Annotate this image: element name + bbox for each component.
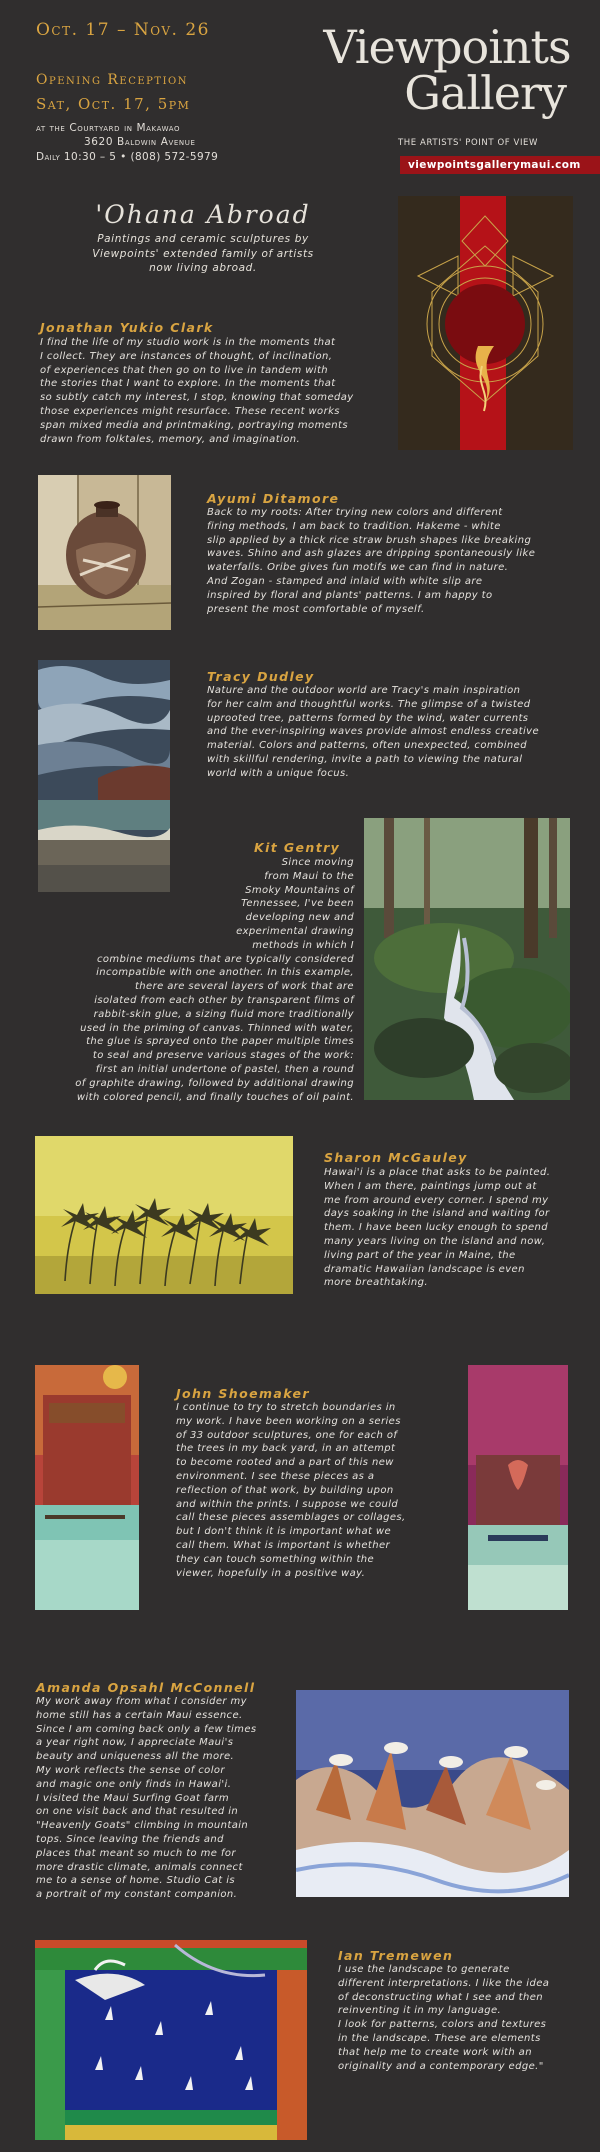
statement-line: world with a unique focus. — [207, 767, 350, 779]
artist-name: John Shoemaker — [176, 1386, 310, 1401]
statement-line: more breathtaking. — [324, 1277, 428, 1289]
opening-reception-label: Opening Reception — [36, 72, 188, 88]
statement-line: Tennessee, I've been — [241, 898, 354, 910]
statement-line: me from around every corner. I spend my — [324, 1194, 549, 1206]
statement-line: incompatible with one another. In this example, — [96, 967, 354, 979]
statement-line: the glue is sprayed onto the paper multiple times — [86, 1036, 354, 1048]
statement-line: there are several layers of work that are — [134, 981, 354, 993]
hours-phone: Daily 10:30 – 5 • (808) 572-5979 — [36, 151, 219, 163]
statement-line: When I am there, paintings jump out at — [324, 1180, 537, 1192]
statement-line: and the ever-inspiring waves provide almost endless creative — [207, 726, 540, 738]
statement-line: my work. I have been working on a series — [176, 1415, 401, 1427]
statement-line: drawn from folktales, memory, and imagination. — [40, 433, 301, 445]
artist-name: Jonathan Yukio Clark — [40, 320, 214, 335]
subtitle-line: Paintings and ceramic sculptures by — [97, 233, 309, 245]
statement-line: I find the life of my studio work is in the moments that — [40, 337, 336, 348]
statement-line: Since moving — [281, 857, 354, 868]
statement-line: and magic one only finds in Hawai'i. — [36, 1778, 232, 1790]
statement-line: Hawai'i is a place that asks to be painted. — [324, 1167, 551, 1178]
statement-line: Nature and the outdoor world are Tracy's main inspiration — [207, 685, 521, 696]
statement-line: to seal and preserve various stages of the work: — [92, 1050, 354, 1062]
statement-line: I look for patterns, colors and textures — [338, 2019, 547, 2031]
statement-line: I continue to try to stretch boundaries in — [176, 1402, 396, 1413]
statement-line: the stories that I want to explore. In the moments that — [40, 378, 336, 390]
address: 3620 Baldwin Avenue — [84, 136, 196, 148]
statement-line: originality and a contemporary edge." — [338, 2060, 544, 2072]
statement-line: My work away from what I consider my — [36, 1696, 247, 1707]
statement-line: living part of the year in Maine, the — [324, 1249, 516, 1261]
statement-line: with colored pencil, and finally touches of oil paint. — [76, 1091, 354, 1103]
statement-line: environment. I see these pieces as a — [176, 1470, 375, 1482]
statement-line: different interpretations. I like the idea — [338, 1977, 550, 1989]
artist-statement — [338, 1963, 598, 2073]
artist-name: Amanda Opsahl McConnell — [36, 1680, 256, 1695]
statement-line: places that meant so much to me for — [36, 1847, 236, 1859]
exhibit-title: 'Ohana Abroad — [95, 200, 311, 229]
statement-line: more drastic climate, animals connect — [36, 1861, 243, 1873]
statement-line: rabbit-skin glue, a sizing fluid more traditionally — [93, 1008, 354, 1020]
gallery-logo — [322, 20, 572, 120]
artwork-gentry — [364, 818, 570, 1100]
statement-line: me to a sense of home. Studio Cat is — [36, 1875, 235, 1887]
statement-line: combine mediums that are typically considered — [97, 953, 354, 965]
statement-line: experimental drawing — [236, 925, 354, 937]
exhibit-subtitle — [48, 232, 358, 276]
artist-name: Kit Gentry — [254, 840, 341, 855]
statement-line: but I don't think it is important what we — [176, 1526, 392, 1538]
statement-line: first an initial undertone of pastel, then a round — [95, 1063, 354, 1075]
statement-line: waves. Shino and ash glazes are dripping spontaneously like — [207, 548, 536, 560]
statement-line: many years living on the island and now, — [324, 1235, 546, 1247]
statement-line: tops. Since leaving the friends and — [36, 1833, 224, 1845]
statement-line: in the landscape. These are elements — [338, 2032, 541, 2044]
venue: at the Courtyard in Makawao — [36, 122, 181, 134]
statement-line: days soaking in the island and waiting for — [324, 1208, 550, 1220]
statement-line: with skillful rendering, invite a path to viewing the natural — [207, 753, 523, 765]
statement-line: the trees in my back yard, in an attempt — [176, 1443, 396, 1455]
artist-statement — [40, 336, 390, 446]
statement-line: of 33 outdoor sculptures, one for each of — [176, 1429, 398, 1441]
statement-line: Back to my roots: After trying new colors and different — [207, 507, 503, 518]
artist-name: Sharon McGauley — [324, 1150, 468, 1165]
artwork-mcgauley — [35, 1136, 293, 1294]
statement-line: present the most comfortable of myself. — [207, 603, 425, 615]
statement-line: those experiences might resurface. These recent works — [40, 405, 340, 417]
statement-line: a portrait of my constant companion. — [36, 1889, 238, 1901]
artwork-mcconnell — [296, 1690, 569, 1897]
artwork-tremewen — [35, 1940, 307, 2140]
statement-line: material. Colors and patterns, often unexpected, combined — [207, 740, 527, 752]
statement-line: of experiences that then go on to live in tandem with — [40, 364, 329, 376]
statement-line: I collect. They are instances of thought, of inclination, — [40, 350, 333, 362]
statement-line: methods in which I — [252, 939, 354, 951]
artist-statement — [30, 856, 354, 1104]
statement-line: My work reflects the sense of color — [36, 1764, 225, 1776]
statement-line: developing new and — [245, 912, 354, 924]
gallery-tagline: THE ARTISTS' POINT OF VIEW — [398, 138, 539, 148]
statement-line: of graphite drawing, followed by additional drawing — [75, 1077, 354, 1089]
reception-date: Sat, Oct. 17, 5pm — [36, 95, 191, 113]
statement-line: reinventing it in my language. — [338, 2005, 502, 2017]
subtitle-line: Viewpoints' extended family of artists — [92, 247, 314, 260]
artist-statement — [207, 684, 582, 781]
artwork-clark — [398, 196, 573, 450]
statement-line: span mixed media and printmaking, portraying moments — [40, 419, 348, 431]
artist-name: Tracy Dudley — [207, 669, 315, 684]
artwork-ditamore — [38, 475, 171, 630]
statement-line: home still has a certain Maui essence. — [36, 1709, 243, 1721]
statement-line: of deconstructing what I see and then — [338, 1991, 544, 2003]
statement-line: and within the prints. I suppose we could — [176, 1498, 399, 1510]
artwork-shoemaker-2 — [468, 1365, 568, 1610]
statement-line: them. I have been lucky enough to spend — [324, 1222, 549, 1234]
statement-line: I visited the Maui Surfing Goat farm — [36, 1792, 230, 1804]
statement-line: waterfalls. Oribe gives fun motifs we can find in nature. — [207, 562, 509, 574]
statement-line: uprooted tree, patterns formed by the wind, water currents — [207, 712, 529, 724]
exhibit-dates: Oct. 17 – Nov. 26 — [36, 20, 210, 40]
statement-line: they can touch something within the — [176, 1553, 375, 1565]
statement-line: Smoky Mountains of — [245, 884, 354, 896]
statement-line: call these pieces assemblages or collages, — [176, 1512, 406, 1524]
website-link[interactable]: viewpointsgallerymaui.com — [400, 156, 600, 174]
artist-statement — [207, 506, 577, 616]
statement-line: Since I am coming back only a few times — [36, 1723, 257, 1735]
gallery-name-line-1: Viewpoints — [323, 20, 571, 74]
statement-line: that help me to create work with an — [338, 2046, 532, 2058]
statement-line: beauty and uniqueness all the more. — [36, 1751, 235, 1763]
statement-line: slip applied by a thick rice straw brush shapes like breaking — [207, 534, 532, 546]
artist-name: Ian Tremewen — [338, 1948, 454, 1963]
statement-line: And Zogan - stamped and inlaid with white slip are — [207, 575, 483, 587]
subtitle-line: now living abroad. — [149, 262, 257, 274]
statement-line: from Maui to the — [264, 870, 354, 882]
statement-line: "Heavenly Goats" climbing in mountain — [36, 1820, 249, 1832]
artist-name: Ayumi Ditamore — [207, 491, 340, 506]
statement-line: I use the landscape to generate — [338, 1964, 510, 1975]
statement-line: dramatic Hawaiian landscape is even — [324, 1263, 525, 1275]
artwork-shoemaker-1 — [35, 1365, 139, 1610]
artist-statement — [36, 1695, 291, 1902]
statement-line: inspired by floral and plants' patterns. I am happy to — [207, 589, 493, 601]
statement-line: reflection of that work, by building upon — [176, 1484, 394, 1496]
artist-statement — [176, 1401, 461, 1580]
statement-line: so subtly catch my interest, I stop, knowing that someday — [40, 392, 354, 404]
statement-line: for her calm and thoughtful works. The glimpse of a twisted — [207, 698, 531, 710]
statement-line: on one visit back and that resulted in — [36, 1806, 239, 1818]
statement-line: call them. What is important is whether — [176, 1539, 391, 1551]
statement-line: viewer, hopefully in a positive way. — [176, 1567, 366, 1579]
artist-statement — [324, 1166, 594, 1290]
statement-line: used in the priming of canvas. Thinned with water, — [80, 1022, 354, 1034]
statement-line: isolated from each other by transparent films of — [94, 994, 354, 1006]
statement-line: firing methods, I am back to tradition. Hakeme - white — [207, 520, 501, 532]
statement-line: to become rooted and a part of this new — [176, 1457, 394, 1469]
gallery-name-line-2: Gallery — [404, 66, 566, 120]
statement-line: a year right now, I appreciate Maui's — [36, 1737, 234, 1749]
